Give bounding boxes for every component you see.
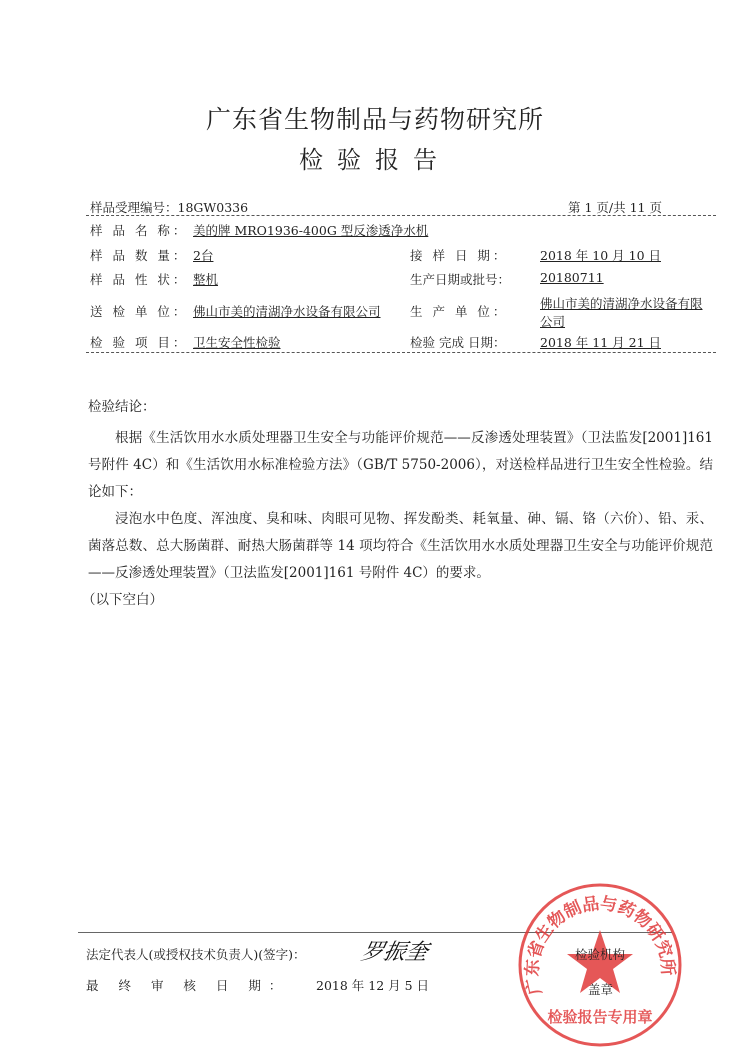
label: 生产日期或批号： <box>410 272 511 287</box>
sample-name: 美的牌 MRO1936-400G 型反渗透净水机 <box>193 223 429 238</box>
conclusion-heading: 检验结论： <box>88 399 156 415</box>
institute-title: 广东省生物制品与药物研究所 <box>205 105 544 134</box>
sender-unit: 佛山市美的清湖净水设备有限公司 <box>193 304 381 319</box>
receive-date: 2018 年 10 月 10 日 <box>540 248 661 263</box>
label: 检验 完成 日期： <box>410 335 506 350</box>
maker-unit: 佛山市美的清湖净水设备有限 <box>540 296 703 311</box>
divider <box>86 215 716 216</box>
complete-date: 2018 年 11 月 21 日 <box>540 335 661 350</box>
label: 接 样 日 期： <box>410 248 509 263</box>
review-date: 2018 年 12 月 5 日 <box>316 978 430 993</box>
seal-ring-text: 广东省生物制品与药物研究所 <box>522 893 678 997</box>
sample-quantity: 2台 <box>193 248 214 263</box>
batch-number: 20180711 <box>540 270 604 285</box>
review-date-label: 最 终 审 核 日 期： <box>86 978 290 993</box>
seal-caption: 检验机构 <box>575 947 626 962</box>
official-seal <box>515 880 685 1050</box>
seal-caption: 盖章 <box>588 982 614 997</box>
label: 样 品 名 称： <box>90 223 189 238</box>
blank-note: （以下空白） <box>82 592 163 608</box>
sample-form: 整机 <box>193 272 219 287</box>
conclusion-paragraph: 根据《生活饮用水水质处理器卫生安全与功能评价规范——反渗透处理装置》（卫法监发[2001]161 号附件 4C）和《生活饮用水标准检验方法》（GB/T 5750-2006），对送检样品进行卫生安全性检验。结论如下： <box>88 430 713 500</box>
accept-number: 样品受理编号：18GW0336 <box>90 200 249 215</box>
conclusion-paragraph: 浸泡水中色度、浑浊度、臭和味、肉眼可见物、挥发酚类、耗氧量、砷、镉、铬（六价）、铅、汞、菌落总数、总大肠菌群、耐热大肠菌群等 14 项均符合《生活饮用水水质处理器卫生安全与功能评价规范——反渗透处理装置》（卫法监发[2001]161 号附件 4C）的要求。 <box>88 511 713 581</box>
signature: 罗振奎 <box>358 940 431 965</box>
label: 生 产 单 位： <box>410 304 509 319</box>
signatory-label: 法定代表人(或授权技术负责人)(签字)： <box>86 947 306 962</box>
maker-unit-cont: 公司 <box>540 314 566 329</box>
report-title: 检验报告 <box>299 146 451 174</box>
test-item: 卫生安全性检验 <box>193 335 281 350</box>
conclusion-section <box>82 394 713 614</box>
divider <box>86 352 716 353</box>
label: 检 验 项 目： <box>90 335 189 350</box>
label: 样 品 性 状： <box>90 272 189 287</box>
label: 样 品 数 量： <box>90 248 189 263</box>
label: 送 检 单 位： <box>90 304 189 319</box>
page-number: 第 1 页/共 11 页 <box>568 200 662 215</box>
seal-bottom-text: 检验报告专用章 <box>547 1008 653 1026</box>
